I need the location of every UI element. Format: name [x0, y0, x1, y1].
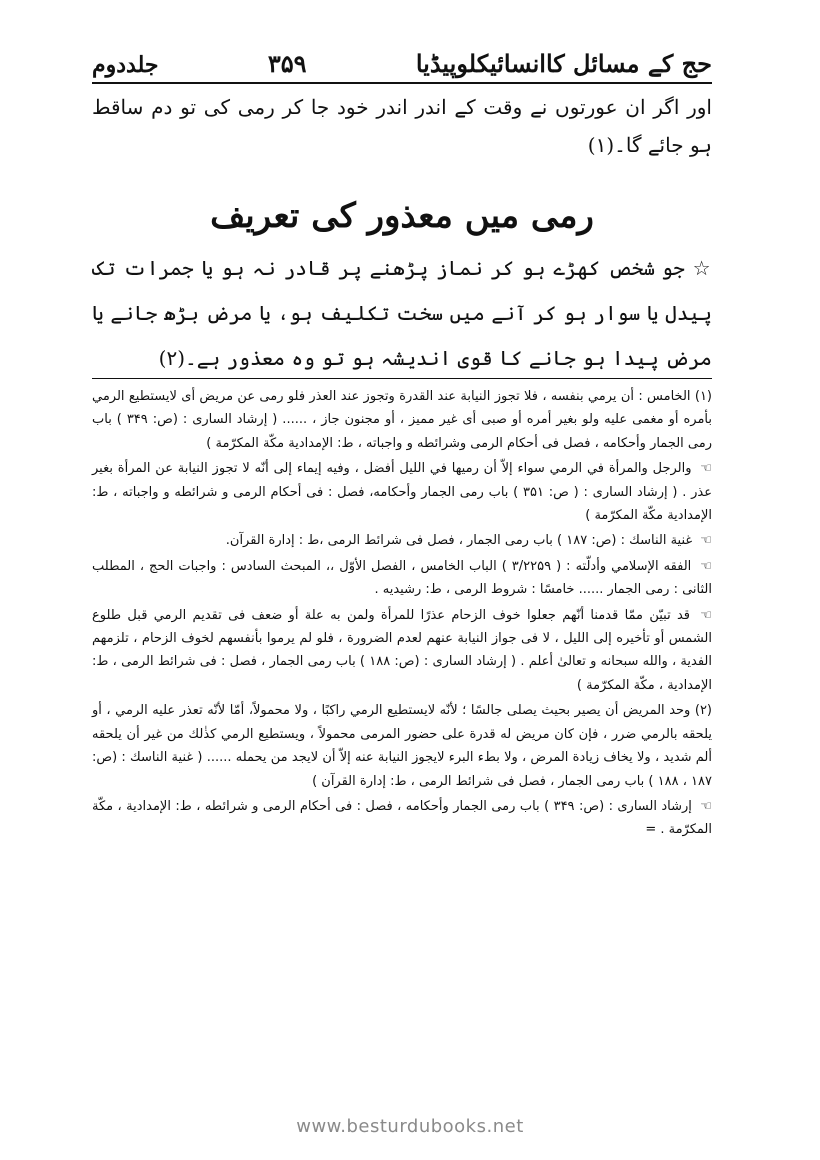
footnote-text: (۱) الخامس : أن يرمي بنفسه ، فلا تجوز النيابة عند القدرة وتجوز عند العذر فلو رمى عن مريض أى لايستطيع الرمي بأمره أو مغمى عليه ولو بغير أمره أو صبى أى غير مميز ، أو مجنون جاز ، ...... ( إرشاد السارى : (ص: ۳۴۹ ) باب رمى الجمار وأحكامه ، فصل فى أحكام الرمى وشرائطه و واجباته ، ط: الإمدادية مكّة المكرّمة ) [92, 389, 712, 451]
footnote [92, 699, 712, 793]
pointing-hand-icon: ☜ [700, 461, 713, 477]
section-heading: رمی میں معذور کی تعریف [210, 196, 594, 236]
volume-label: جلددوم [92, 52, 159, 78]
pointing-hand-icon: ☜ [700, 558, 712, 574]
footnote-text: (۲) وحد المريض أن يصير بحيث يصلى جالسًا ؛ لأنّه لايستطيع الرمي راكبًا ، ولا محمولاً، أمّا لأنّه تعذر عليه الرمي ، أو يلحقه بالرمي ضرر ، فإن كان مريض له قدرة على حضور المرمى محمولاً ، ويستطيع الرمي كذٰلك من غير أن يلحقه ألم شديد ، ولا يخاف زيادة المرض ، ولا بطء البرء لايجوز النيابة عنه إلاّ أن لايجد من يحمله ...... ( غنية الناسك : (ص: ۱۸۷ ، ۱۸۸ ) باب رمى الجمار ، فصل فى شرائط الرمى ، ط: إدارة القرآن ) [92, 703, 712, 789]
intro-paragraph: اور اگر ان عورتوں نے وقت کے اندر اندر خود جا کر رمی کی تو دم ساقط ہو جائے گا۔(۱) [92, 95, 712, 157]
page-header [92, 42, 712, 84]
footnote [92, 555, 712, 602]
footnote-text: والرجل والمرأة في الرمي سواء إلاّ أن رميها في الليل أفضل ، وفيه إيماء إلى أنّه لا تجوز النيابة عن المرأة بغير عذر . ( إرشاد السارى : ( ص: ۳۵۱ ) باب رمى الجمار وأحكامه، فصل : فى أحكام الرمى و شرائطه و واجباته ، ط: الإمدادية مكّة المكرّمة ) [92, 461, 712, 524]
footnote-text: الفقه الإسلامي وأدلّته : ( ۳/۲۲۵۹ ) الباب الخامس ، الفصل الأوّل ،، المبحث السادس : واجبات الحج ، المطلب الثانى : رمى الجمار ...... خامسًا : شروط الرمى ، ط: رشيديه . [92, 558, 712, 598]
footnote [92, 795, 712, 842]
watermark-url: www.besturdubooks.net [296, 1116, 524, 1137]
definition-paragraph [92, 246, 712, 381]
footnote-text: قد تبيّن ممّا قدمنا أنّهم جعلوا خوف الزحام عذرًا للمرأة ولمن به علة أو ضعف فى تقديم الرمي قبل طلوع الشمس أو تأخيره إلى الليل ، لا فى جواز النيابة عنهم لعدم الضرورة ، فلو لم يرموا بأنفسهم لخوف الزحام ، تلزمهم الفدية ، والله سبحانه و تعالىٰ أعلم . ( إرشاد السارى : (ص: ۱۸۸ ) باب رمى الجمار ، فصل : فى شرائط الرمى ، ط: الإمدادية ، مكّة المكرّمة ) [92, 607, 712, 693]
star-icon: ☆ [692, 256, 712, 280]
page-number: ۳۵۹ [267, 49, 307, 78]
footnote [92, 529, 712, 552]
book-title: حج کے مسائل کاانسائیکلوپیڈیا [415, 49, 712, 78]
footnote-divider [92, 378, 712, 379]
pointing-hand-icon: ☜ [700, 798, 713, 814]
footnote-text: غنية الناسك : (ص: ۱۸۷ ) باب رمى الجمار ، فصل فى شرائط الرمى ،ط : إدارة القرآن. [225, 533, 693, 549]
footnote-text: إرشاد السارى : (ص: ۳۴۹ ) باب رمى الجمار وأحكامه ، فصل : فى أحكام الرمى و شرائطه ، ط: الإمدادية ، مكّة المكرّمة . = [92, 798, 712, 838]
definition-text: جو شخص کھڑے ہو کر نماز پڑھنے پر قادر نہ ہو یا جمرات تک پیدل یا سوار ہو کر آنے میں سخت تکلیف ہو، یا مرض بڑھ جانے یا مرض پیدا ہو جانے کا قوی اندیشہ ہو تو وہ معذور ہے۔(۲) [92, 256, 712, 370]
pointing-hand-icon: ☜ [700, 533, 712, 549]
footnotes-section [92, 378, 712, 844]
footnote [92, 457, 712, 527]
footnote [92, 604, 712, 698]
pointing-hand-icon: ☜ [700, 607, 712, 623]
footnote [92, 385, 712, 455]
